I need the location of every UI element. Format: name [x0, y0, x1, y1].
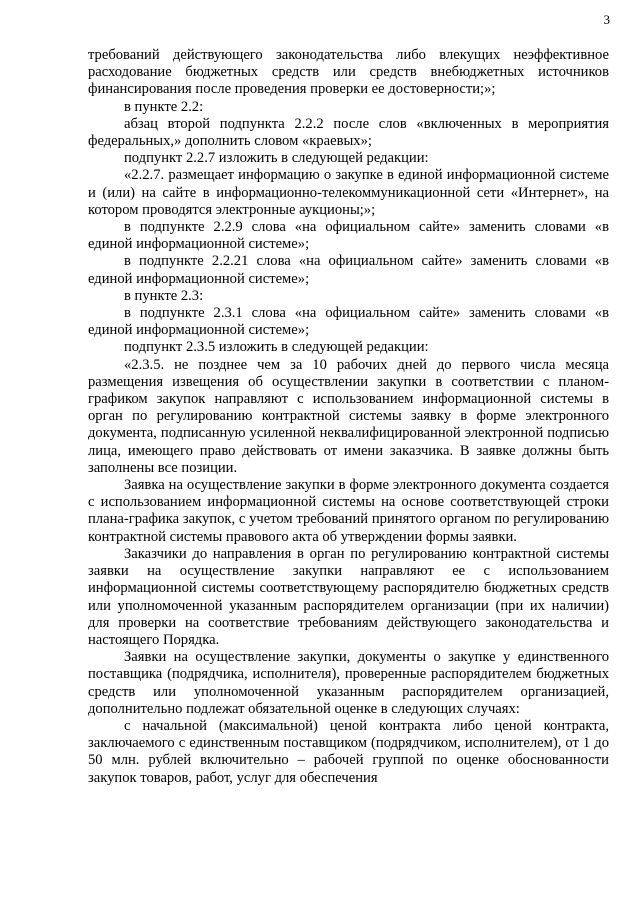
paragraph: с начальной (максимальной) ценой контракта либо ценой контракта, заключаемого с единственным поставщиком (подрядчиком, исполнителем), от 1 до 50 млн. рублей включительно – рабочей группой по оценке обоснованности закупок товаров, работ, услуг для обеспечения	[88, 717, 609, 786]
paragraph: в пункте 2.2:	[124, 98, 204, 115]
paragraph: Заказчики до направления в орган по регулированию контрактной системы заявки на осуществление закупки направляют ее с использованием информационной системы соответствующему распорядителю бюджетных средств или уполномоченной указанным распорядителем организации (при их наличии) для проверки на соответствие требованиям действующего законодательства и настоящего Порядка.	[88, 545, 609, 648]
paragraph: в пункте 2.3:	[124, 287, 204, 304]
document-body	[88, 47, 609, 787]
paragraph: подпункт 2.2.7 изложить в следующей редакции:	[124, 150, 429, 167]
paragraph: подпункт 2.3.5 изложить в следующей редакции:	[124, 339, 429, 356]
paragraph: в подпункте 2.2.9 слова «на официальном сайте» заменить словами «в единой информационной системе»;	[88, 219, 609, 253]
paragraph: абзац второй подпункта 2.2.2 после слов «включенных в мероприятия федеральных,» дополнить словом «краевых»;	[88, 115, 609, 150]
paragraph: в подпункте 2.3.1 слова «на официальном сайте» заменить словами «в единой информационной системе»;	[88, 305, 609, 339]
paragraph: в подпункте 2.2.21 слова «на официальном сайте» заменить словами «в единой информационной системе»;	[88, 253, 609, 287]
paragraph: Заявки на осуществление закупки, документы о закупке у единственного поставщика (подрядчика, исполнителя), проверенные распорядителем бюджетных средств или уполномоченной указанным распорядителем организацией, дополнительно подлежат обязательной оценке в следующих случаях:	[88, 649, 609, 717]
paragraph: «2.2.7. размещает информацию о закупке в единой информационной системе и (или) на сайте в информационно-телекоммуникационной сети «Интернет», на котором проводятся электронные аукционы;»;	[88, 167, 609, 218]
paragraph: Заявка на осуществление закупки в форме электронного документа создается с использованием информационной системы на основе соответствующей строки плана-графика закупок, с учетом требований принятого органом по регулированию контрактной системы правового акта об утверждении формы заявки.	[88, 477, 609, 545]
paragraph: «2.3.5. не позднее чем за 10 рабочих дней до первого числа месяца размещения извещения об осуществлении закупки в соответствии с планом-графиком закупок направляют с использованием информационной системы в орган по регулированию контрактной системы заявку в форме электронного документа, подписанную усиленной неквалифицированной электронной подписью лица, имеющего право действовать от имени заказчика. В заявке должны быть заполнены все позиции.	[88, 356, 609, 476]
page-number: 3	[603, 12, 610, 27]
paragraph: требований действующего законодательства либо влекущих неэффективное расходование бюджетных средств или средств внебюджетных источников финансирования после проведения проверки ее достоверности;»;	[88, 47, 609, 98]
